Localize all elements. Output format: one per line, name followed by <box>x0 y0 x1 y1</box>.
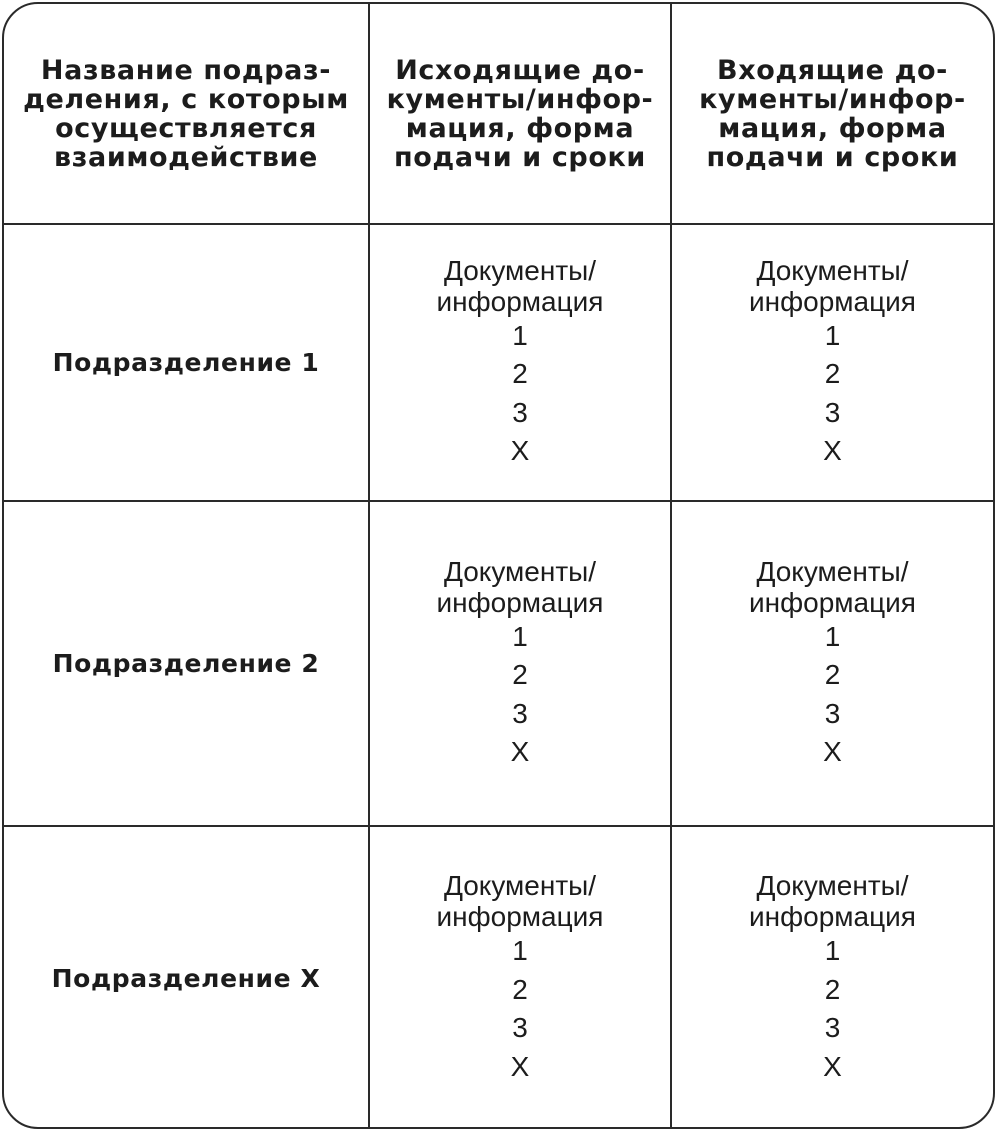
doc-item: 1 <box>824 935 841 966</box>
doc-line: Документы/ <box>443 870 597 901</box>
header-line: мация, форма <box>718 112 947 144</box>
incoming-docs-1 <box>672 225 993 500</box>
incoming-docs-2 <box>672 502 993 825</box>
incoming-docs-3 <box>672 827 993 1129</box>
header-line: деления, с которым <box>23 83 349 115</box>
doc-item: 3 <box>512 396 528 428</box>
header-line: кументы/инфор- <box>699 83 966 115</box>
header-line: мация, форма <box>405 112 635 144</box>
doc-item: 2 <box>824 659 841 690</box>
header-line: Входящие до- <box>717 54 948 86</box>
doc-item: 1 <box>824 620 841 652</box>
doc-line: Документы/ <box>756 870 909 901</box>
outgoing-docs-3 <box>370 827 670 1129</box>
header-line: взаимодействие <box>54 141 318 173</box>
outgoing-docs-2 <box>370 502 670 825</box>
department-name-1: Подразделение 1 <box>52 348 320 377</box>
doc-item: X <box>510 435 530 466</box>
interaction-table <box>2 2 995 1129</box>
header-line: Название подраз- <box>40 54 332 86</box>
doc-line: Документы/ <box>443 254 597 286</box>
doc-item: 2 <box>512 358 528 389</box>
doc-item: 3 <box>824 396 841 428</box>
doc-line: информация <box>436 285 604 317</box>
doc-item: 1 <box>512 319 528 351</box>
header-incoming <box>672 4 993 223</box>
doc-item: 2 <box>824 973 841 1005</box>
doc-item: X <box>823 736 842 767</box>
department-name-3: Подразделение X <box>51 963 321 993</box>
doc-line: Документы/ <box>756 254 909 286</box>
doc-item: 3 <box>512 697 528 729</box>
doc-item: 1 <box>824 319 841 351</box>
doc-line: Документы/ <box>443 555 597 587</box>
outgoing-docs-1 <box>370 225 670 500</box>
header-line: подачи и сроки <box>394 141 646 173</box>
doc-line: информация <box>436 901 604 932</box>
doc-item: 3 <box>824 1012 841 1043</box>
header-line: подачи и сроки <box>706 141 959 173</box>
doc-item: 2 <box>824 358 841 389</box>
header-line: Исходящие до- <box>395 54 645 86</box>
doc-item: 1 <box>512 620 528 652</box>
header-line: кументы/инфор- <box>386 83 654 115</box>
department-name-2: Подразделение 2 <box>52 649 320 678</box>
doc-line: информация <box>436 586 604 618</box>
header-outgoing <box>370 4 670 223</box>
doc-item: X <box>823 1050 842 1082</box>
doc-item: X <box>823 435 842 466</box>
doc-line: Документы/ <box>756 555 909 587</box>
doc-item: X <box>510 1050 530 1082</box>
doc-line: информация <box>749 586 916 618</box>
doc-line: информация <box>749 901 916 932</box>
doc-item: 2 <box>512 973 528 1005</box>
doc-item: 2 <box>512 659 528 690</box>
doc-line: информация <box>749 285 916 317</box>
header-line: осуществляется <box>55 112 317 144</box>
header-department-name <box>4 4 368 223</box>
doc-item: 3 <box>824 697 841 729</box>
doc-item: 1 <box>512 935 528 966</box>
doc-item: 3 <box>512 1012 528 1043</box>
doc-item: X <box>510 736 530 767</box>
